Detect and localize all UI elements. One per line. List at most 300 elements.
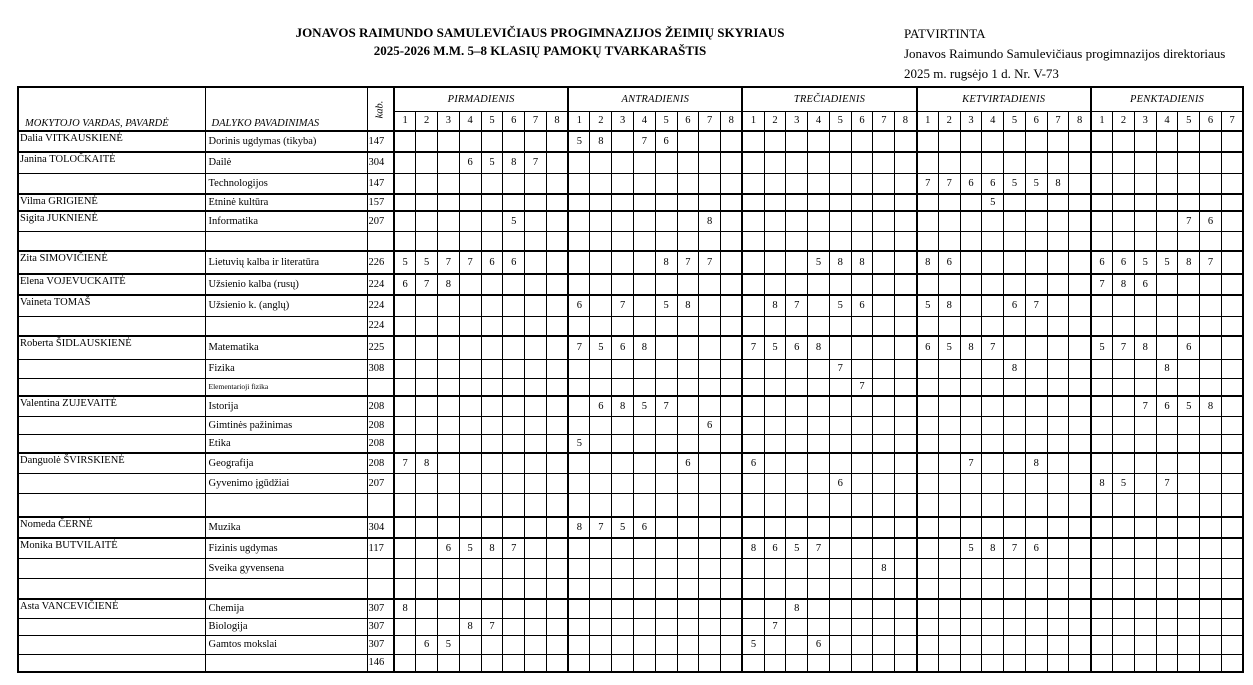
- subject-name: [205, 578, 367, 599]
- lesson-cell: [416, 416, 438, 434]
- table-row: [18, 152, 1243, 173]
- lesson-cell: [1025, 396, 1047, 416]
- lesson-cell: [786, 173, 808, 194]
- lesson-cell: [786, 654, 808, 672]
- teacher-name: [18, 493, 205, 517]
- period-number: 5: [1178, 111, 1200, 131]
- lesson-cell: [699, 359, 721, 378]
- room-number: 208: [367, 396, 394, 416]
- lesson-cell: [742, 131, 764, 152]
- lesson-cell: [1091, 194, 1113, 211]
- lesson-cell: [1200, 538, 1222, 558]
- lesson-cell: [1221, 578, 1243, 599]
- lesson-cell: [829, 211, 851, 231]
- lesson-cell: [525, 131, 547, 152]
- table-row: [18, 316, 1243, 336]
- lesson-cell: [1178, 558, 1200, 578]
- subject-name: Užsienio kalba (rusų): [205, 274, 367, 295]
- lesson-cell: [1091, 131, 1113, 152]
- lesson-cell: [546, 453, 568, 473]
- lesson-cell: 6: [786, 336, 808, 359]
- lesson-cell: [873, 173, 895, 194]
- lesson-cell: [1221, 359, 1243, 378]
- lesson-cell: 6: [742, 453, 764, 473]
- lesson-cell: [699, 493, 721, 517]
- lesson-cell: [742, 416, 764, 434]
- lesson-cell: 5: [764, 336, 786, 359]
- lesson-cell: [655, 194, 677, 211]
- room-number: 307: [367, 599, 394, 618]
- lesson-cell: [764, 635, 786, 654]
- lesson-cell: [633, 152, 655, 173]
- lesson-cell: [742, 654, 764, 672]
- room-number: 308: [367, 359, 394, 378]
- lesson-cell: 7: [633, 131, 655, 152]
- lesson-cell: [917, 538, 939, 558]
- lesson-cell: [1134, 493, 1156, 517]
- lesson-cell: [873, 416, 895, 434]
- lesson-cell: [633, 416, 655, 434]
- lesson-cell: [721, 251, 743, 274]
- lesson-cell: [721, 231, 743, 251]
- lesson-cell: [612, 538, 634, 558]
- lesson-cell: [895, 336, 917, 359]
- subject-name: Gyvenimo įgūdžiai: [205, 473, 367, 493]
- teacher-name: Danguolė ŠVIRSKIENĖ: [18, 453, 205, 473]
- lesson-cell: 6: [568, 295, 590, 316]
- lesson-cell: [851, 316, 873, 336]
- lesson-cell: [938, 473, 960, 493]
- lesson-cell: [459, 274, 481, 295]
- period-number: 2: [590, 111, 612, 131]
- lesson-cell: [938, 416, 960, 434]
- lesson-cell: [1047, 396, 1069, 416]
- lesson-cell: [699, 173, 721, 194]
- lesson-cell: [982, 316, 1004, 336]
- lesson-cell: [1047, 635, 1069, 654]
- lesson-cell: [808, 599, 830, 618]
- lesson-cell: [503, 316, 525, 336]
- lesson-cell: [873, 336, 895, 359]
- lesson-cell: [895, 251, 917, 274]
- teacher-name: [18, 473, 205, 493]
- lesson-cell: [808, 173, 830, 194]
- lesson-cell: [917, 194, 939, 211]
- lesson-cell: [677, 558, 699, 578]
- lesson-cell: [786, 316, 808, 336]
- lesson-cell: [1025, 359, 1047, 378]
- lesson-cell: [1091, 378, 1113, 396]
- lesson-cell: [742, 173, 764, 194]
- lesson-cell: [1069, 654, 1091, 672]
- lesson-cell: [1221, 378, 1243, 396]
- lesson-cell: [982, 378, 1004, 396]
- lesson-cell: [764, 152, 786, 173]
- lesson-cell: [1047, 211, 1069, 231]
- schedule-title: [230, 24, 850, 60]
- lesson-cell: [546, 538, 568, 558]
- lesson-cell: [1113, 416, 1135, 434]
- lesson-cell: [416, 131, 438, 152]
- lesson-cell: [677, 599, 699, 618]
- lesson-cell: [1200, 473, 1222, 493]
- lesson-cell: 5: [633, 396, 655, 416]
- lesson-cell: [568, 316, 590, 336]
- lesson-cell: 7: [829, 359, 851, 378]
- lesson-cell: [699, 378, 721, 396]
- lesson-cell: [699, 558, 721, 578]
- lesson-cell: [895, 194, 917, 211]
- table-row: [18, 578, 1243, 599]
- lesson-cell: [655, 416, 677, 434]
- lesson-cell: [546, 473, 568, 493]
- period-number: 1: [917, 111, 939, 131]
- lesson-cell: [394, 493, 416, 517]
- lesson-cell: [808, 453, 830, 473]
- lesson-cell: [546, 152, 568, 173]
- table-row: [18, 618, 1243, 635]
- lesson-cell: [917, 654, 939, 672]
- lesson-cell: [1004, 396, 1026, 416]
- lesson-cell: 7: [917, 173, 939, 194]
- lesson-cell: [699, 599, 721, 618]
- lesson-cell: [808, 152, 830, 173]
- lesson-cell: [394, 231, 416, 251]
- lesson-cell: [873, 152, 895, 173]
- lesson-cell: [742, 231, 764, 251]
- teacher-name: Asta VANCEVIČIENĖ: [18, 599, 205, 618]
- lesson-cell: [1113, 558, 1135, 578]
- lesson-cell: 5: [568, 131, 590, 152]
- lesson-cell: [677, 231, 699, 251]
- lesson-cell: [1221, 493, 1243, 517]
- lesson-cell: [503, 131, 525, 152]
- lesson-cell: [416, 152, 438, 173]
- lesson-cell: [568, 558, 590, 578]
- lesson-cell: [829, 194, 851, 211]
- period-number: 4: [982, 111, 1004, 131]
- lesson-cell: [917, 618, 939, 635]
- lesson-cell: 7: [677, 251, 699, 274]
- period-number: 8: [895, 111, 917, 131]
- lesson-cell: [416, 378, 438, 396]
- lesson-cell: [699, 231, 721, 251]
- lesson-cell: [1025, 635, 1047, 654]
- lesson-cell: [699, 194, 721, 211]
- lesson-cell: [655, 635, 677, 654]
- lesson-cell: 8: [1091, 473, 1113, 493]
- lesson-cell: [1069, 599, 1091, 618]
- lesson-cell: 6: [459, 152, 481, 173]
- lesson-cell: [742, 359, 764, 378]
- period-number: 6: [1200, 111, 1222, 131]
- lesson-cell: [1091, 538, 1113, 558]
- lesson-cell: [1178, 493, 1200, 517]
- lesson-cell: [655, 231, 677, 251]
- day-header: TREČIADIENIS: [742, 87, 916, 111]
- lesson-cell: [1200, 152, 1222, 173]
- lesson-cell: [851, 359, 873, 378]
- lesson-cell: [938, 453, 960, 473]
- lesson-cell: [655, 517, 677, 538]
- lesson-cell: [394, 152, 416, 173]
- lesson-cell: [633, 493, 655, 517]
- lesson-cell: [1200, 578, 1222, 599]
- lesson-cell: [1069, 378, 1091, 396]
- lesson-cell: 8: [1025, 453, 1047, 473]
- lesson-cell: [416, 599, 438, 618]
- lesson-cell: [1200, 635, 1222, 654]
- room-number: 208: [367, 434, 394, 453]
- lesson-cell: [612, 599, 634, 618]
- lesson-cell: [829, 152, 851, 173]
- lesson-cell: [851, 194, 873, 211]
- lesson-cell: [1069, 558, 1091, 578]
- lesson-cell: [568, 396, 590, 416]
- lesson-cell: [416, 194, 438, 211]
- lesson-cell: [742, 434, 764, 453]
- lesson-cell: [1178, 274, 1200, 295]
- lesson-cell: [633, 618, 655, 635]
- lesson-cell: [568, 538, 590, 558]
- lesson-cell: [873, 434, 895, 453]
- lesson-cell: [612, 194, 634, 211]
- lesson-cell: [1047, 194, 1069, 211]
- lesson-cell: [655, 173, 677, 194]
- lesson-cell: 6: [590, 396, 612, 416]
- room-number: [367, 231, 394, 251]
- lesson-cell: [525, 558, 547, 578]
- lesson-cell: 8: [438, 274, 460, 295]
- lesson-cell: 5: [503, 211, 525, 231]
- lesson-cell: [1113, 295, 1135, 316]
- lesson-cell: 5: [1156, 251, 1178, 274]
- period-number: 2: [1113, 111, 1135, 131]
- lesson-cell: [525, 295, 547, 316]
- lesson-cell: [1113, 231, 1135, 251]
- lesson-cell: 6: [982, 173, 1004, 194]
- lesson-cell: [982, 274, 1004, 295]
- lesson-cell: [1156, 316, 1178, 336]
- lesson-cell: [525, 194, 547, 211]
- lesson-cell: [699, 152, 721, 173]
- lesson-cell: [721, 152, 743, 173]
- lesson-cell: [655, 493, 677, 517]
- lesson-cell: [1113, 538, 1135, 558]
- lesson-cell: [590, 274, 612, 295]
- room-number: 304: [367, 517, 394, 538]
- lesson-cell: [895, 359, 917, 378]
- lesson-cell: [677, 473, 699, 493]
- lesson-cell: [982, 152, 1004, 173]
- lesson-cell: [525, 618, 547, 635]
- lesson-cell: [525, 538, 547, 558]
- lesson-cell: [568, 152, 590, 173]
- lesson-cell: [1178, 635, 1200, 654]
- lesson-cell: [1004, 316, 1026, 336]
- lesson-cell: [677, 618, 699, 635]
- lesson-cell: [481, 453, 503, 473]
- lesson-cell: [1134, 599, 1156, 618]
- subject-name: Fizinis ugdymas: [205, 538, 367, 558]
- lesson-cell: [568, 194, 590, 211]
- room-number: 224: [367, 274, 394, 295]
- lesson-cell: [1113, 173, 1135, 194]
- lesson-cell: 7: [590, 517, 612, 538]
- lesson-cell: [546, 434, 568, 453]
- lesson-cell: [612, 152, 634, 173]
- lesson-cell: [938, 635, 960, 654]
- lesson-cell: 5: [438, 635, 460, 654]
- lesson-cell: [1178, 152, 1200, 173]
- lesson-cell: 8: [742, 538, 764, 558]
- lesson-cell: [481, 359, 503, 378]
- lesson-cell: [590, 578, 612, 599]
- lesson-cell: [612, 453, 634, 473]
- lesson-cell: [1221, 453, 1243, 473]
- lesson-cell: [394, 416, 416, 434]
- lesson-cell: [1134, 194, 1156, 211]
- lesson-cell: [503, 618, 525, 635]
- lesson-cell: [655, 316, 677, 336]
- lesson-cell: [1091, 453, 1113, 473]
- lesson-cell: [1069, 231, 1091, 251]
- lesson-cell: [677, 211, 699, 231]
- lesson-cell: 8: [1113, 274, 1135, 295]
- teacher-name: Sigita JUKNIENĖ: [18, 211, 205, 231]
- lesson-cell: 5: [982, 194, 1004, 211]
- period-number: 1: [742, 111, 764, 131]
- table-row: [18, 434, 1243, 453]
- table-row: [18, 493, 1243, 517]
- lesson-cell: 7: [1091, 274, 1113, 295]
- lesson-cell: 8: [1134, 336, 1156, 359]
- lesson-cell: [699, 635, 721, 654]
- lesson-cell: [503, 274, 525, 295]
- lesson-cell: [1134, 538, 1156, 558]
- lesson-cell: [1134, 131, 1156, 152]
- lesson-cell: [829, 635, 851, 654]
- lesson-cell: [742, 578, 764, 599]
- lesson-cell: [590, 152, 612, 173]
- lesson-cell: [764, 434, 786, 453]
- lesson-cell: [786, 194, 808, 211]
- lesson-cell: [938, 618, 960, 635]
- timetable: [17, 86, 1244, 673]
- lesson-cell: [699, 131, 721, 152]
- lesson-cell: [895, 618, 917, 635]
- approval-line-2: Jonavos Raimundo Samulevičiaus progimnazijos direktoriaus: [904, 46, 1226, 61]
- lesson-cell: [895, 211, 917, 231]
- table-row: [18, 336, 1243, 359]
- lesson-cell: [1091, 599, 1113, 618]
- lesson-cell: [633, 599, 655, 618]
- lesson-cell: 5: [655, 295, 677, 316]
- lesson-cell: [416, 295, 438, 316]
- lesson-cell: [721, 493, 743, 517]
- lesson-cell: [1004, 517, 1026, 538]
- lesson-cell: [1025, 336, 1047, 359]
- lesson-cell: [982, 396, 1004, 416]
- lesson-cell: [829, 274, 851, 295]
- lesson-cell: [1025, 493, 1047, 517]
- lesson-cell: [481, 434, 503, 453]
- lesson-cell: [808, 517, 830, 538]
- subject-name: Sveika gyvensena: [205, 558, 367, 578]
- lesson-cell: [568, 231, 590, 251]
- lesson-cell: [438, 336, 460, 359]
- lesson-cell: [525, 453, 547, 473]
- lesson-cell: [612, 211, 634, 231]
- lesson-cell: [1004, 434, 1026, 453]
- lesson-cell: [829, 618, 851, 635]
- lesson-cell: [742, 274, 764, 295]
- period-number: 3: [612, 111, 634, 131]
- lesson-cell: [612, 378, 634, 396]
- lesson-cell: [1156, 194, 1178, 211]
- lesson-cell: [438, 453, 460, 473]
- lesson-cell: [699, 434, 721, 453]
- lesson-cell: [546, 578, 568, 599]
- lesson-cell: [394, 359, 416, 378]
- lesson-cell: [851, 231, 873, 251]
- lesson-cell: 6: [438, 538, 460, 558]
- lesson-cell: [982, 493, 1004, 517]
- period-number: 2: [416, 111, 438, 131]
- lesson-cell: [503, 416, 525, 434]
- lesson-cell: [677, 493, 699, 517]
- lesson-cell: [1113, 654, 1135, 672]
- room-number: 207: [367, 211, 394, 231]
- lesson-cell: [721, 538, 743, 558]
- lesson-cell: [481, 635, 503, 654]
- lesson-cell: 5: [590, 336, 612, 359]
- table-row: [18, 295, 1243, 316]
- lesson-cell: 6: [917, 336, 939, 359]
- lesson-cell: [1221, 434, 1243, 453]
- lesson-cell: [764, 211, 786, 231]
- lesson-cell: [1221, 316, 1243, 336]
- lesson-cell: [851, 654, 873, 672]
- lesson-cell: [481, 194, 503, 211]
- lesson-cell: [873, 578, 895, 599]
- lesson-cell: [1004, 194, 1026, 211]
- room-number: 207: [367, 473, 394, 493]
- lesson-cell: [851, 599, 873, 618]
- lesson-cell: [1200, 434, 1222, 453]
- lesson-cell: 6: [699, 416, 721, 434]
- lesson-cell: [699, 316, 721, 336]
- period-number: 5: [1004, 111, 1026, 131]
- lesson-cell: 5: [1025, 173, 1047, 194]
- lesson-cell: [1156, 173, 1178, 194]
- lesson-cell: [960, 396, 982, 416]
- lesson-cell: [1221, 618, 1243, 635]
- lesson-cell: [1004, 599, 1026, 618]
- lesson-cell: [438, 378, 460, 396]
- lesson-cell: [1025, 599, 1047, 618]
- lesson-cell: [1221, 558, 1243, 578]
- period-number: 8: [546, 111, 568, 131]
- lesson-cell: [742, 599, 764, 618]
- lesson-cell: [721, 473, 743, 493]
- lesson-cell: 7: [416, 274, 438, 295]
- lesson-cell: 5: [416, 251, 438, 274]
- lesson-cell: [873, 211, 895, 231]
- lesson-cell: [917, 131, 939, 152]
- lesson-cell: [394, 396, 416, 416]
- lesson-cell: [546, 231, 568, 251]
